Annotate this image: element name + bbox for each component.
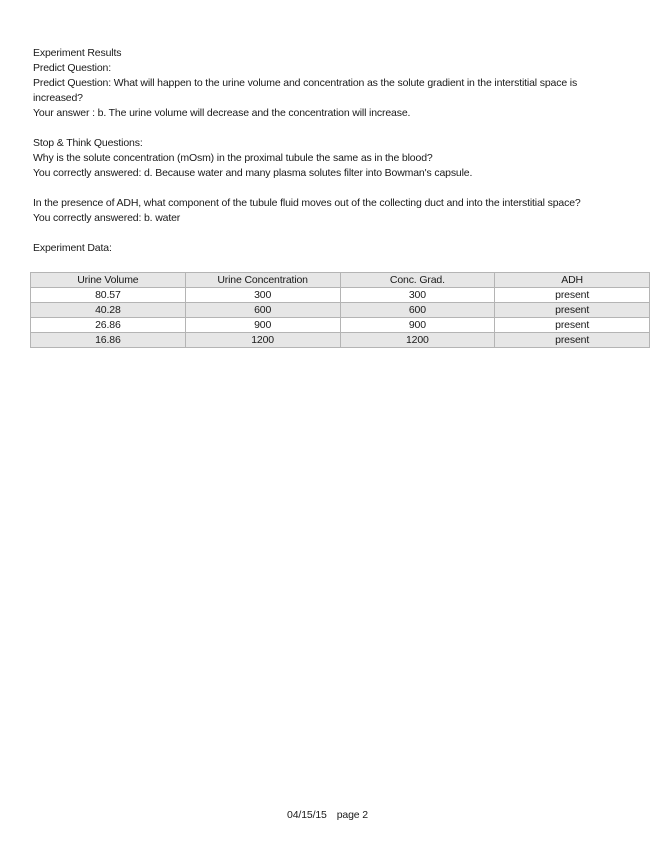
table-row bbox=[31, 333, 650, 348]
cell-urine-volume: 80.57 bbox=[31, 288, 186, 303]
table-row bbox=[31, 288, 650, 303]
column-header-urine-concentration: Urine Concentration bbox=[185, 273, 340, 288]
cell-urine-concentration: 1200 bbox=[185, 333, 340, 348]
spacer bbox=[33, 226, 618, 241]
cell-adh: present bbox=[495, 318, 650, 333]
answer-1: You correctly answered: d. Because water and many plasma solutes filter into Bowman's capsule. bbox=[33, 167, 473, 179]
stop-think-heading: Stop & Think Questions: bbox=[33, 137, 143, 149]
cell-adh: present bbox=[495, 288, 650, 303]
predict-question: Predict Question: What will happen to the urine volume and concentration as the solute gradient in the interstitial space is increased? bbox=[33, 77, 578, 104]
cell-urine-volume: 26.86 bbox=[31, 318, 186, 333]
table-header-row bbox=[31, 273, 650, 288]
column-header-urine-volume: Urine Volume bbox=[31, 273, 186, 288]
cell-urine-concentration: 300 bbox=[185, 288, 340, 303]
column-header-conc-grad: Conc. Grad. bbox=[340, 273, 495, 288]
cell-adh: present bbox=[495, 333, 650, 348]
cell-conc-grad: 900 bbox=[340, 318, 495, 333]
predict-answer: Your answer : b. The urine volume will decrease and the concentration will increase. bbox=[33, 107, 411, 119]
experiment-data-table-wrapper bbox=[30, 272, 650, 348]
cell-adh: present bbox=[495, 303, 650, 318]
report-content bbox=[33, 46, 618, 256]
predict-heading: Predict Question: bbox=[33, 62, 111, 74]
experiment-data-table bbox=[30, 272, 650, 348]
cell-urine-volume: 16.86 bbox=[31, 333, 186, 348]
question-1: Why is the solute concentration (mOsm) in the proximal tubule the same as in the blood? bbox=[33, 152, 433, 164]
footer-date: 04/15/15 bbox=[287, 809, 327, 821]
cell-urine-concentration: 900 bbox=[185, 318, 340, 333]
cell-urine-volume: 40.28 bbox=[31, 303, 186, 318]
column-header-adh: ADH bbox=[495, 273, 650, 288]
cell-conc-grad: 600 bbox=[340, 303, 495, 318]
table-row bbox=[31, 303, 650, 318]
cell-conc-grad: 1200 bbox=[340, 333, 495, 348]
footer-page-number: page 2 bbox=[336, 809, 368, 821]
cell-conc-grad: 300 bbox=[340, 288, 495, 303]
question-2: In the presence of ADH, what component of the tubule fluid moves out of the collecting duct and into the interstitial space? bbox=[33, 197, 581, 209]
experiment-data-heading: Experiment Data: bbox=[33, 242, 112, 254]
table-row bbox=[31, 318, 650, 333]
page-footer bbox=[0, 809, 655, 821]
cell-urine-concentration: 600 bbox=[185, 303, 340, 318]
spacer bbox=[33, 121, 618, 136]
spacer bbox=[33, 181, 618, 196]
section-title-experiment-results: Experiment Results bbox=[33, 47, 122, 59]
answer-2: You correctly answered: b. water bbox=[33, 212, 181, 224]
